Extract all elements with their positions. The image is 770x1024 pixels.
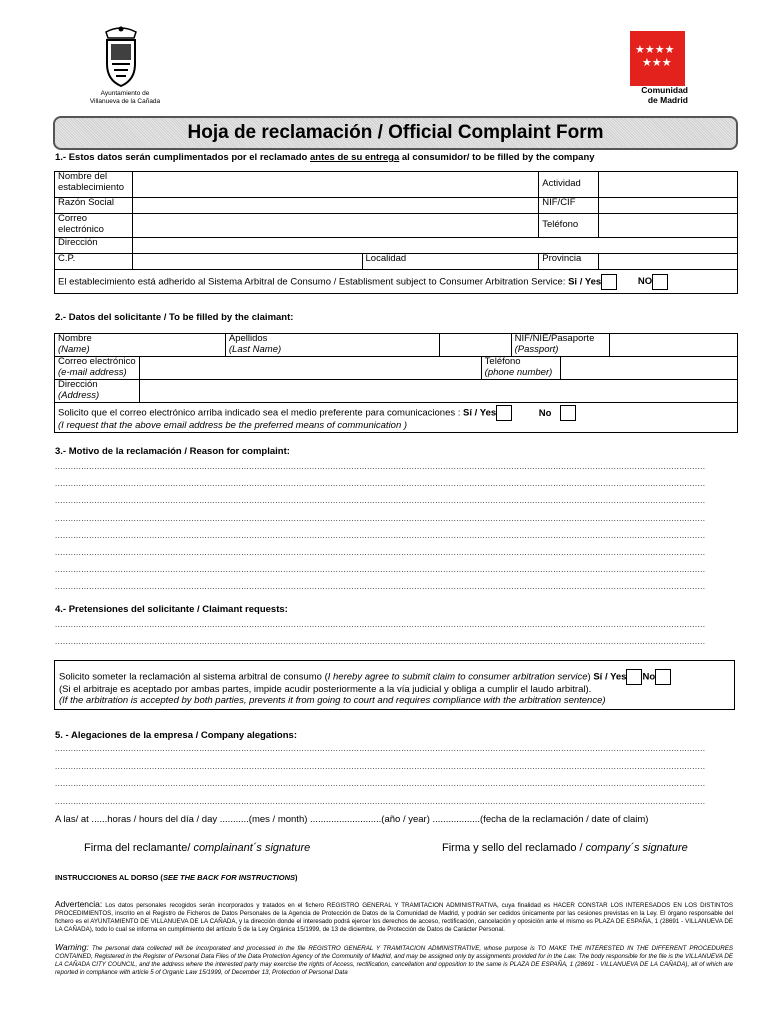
company-name-field[interactable]: [132, 172, 538, 198]
arbitration-text: El establecimiento está adherido al Sistema Arbitral de Consumo / Establisment subject to Consumer Arbitration Service:: [58, 276, 566, 288]
dotted-line[interactable]: ........................................................................................................................................................................................................................................................: [55, 530, 706, 540]
arbitration-no-checkbox[interactable]: [652, 274, 668, 290]
preference-text: Solicito que el correo electrónico arriba indicado sea el medio preferente para comunicaciones :: [58, 407, 461, 419]
data-protection-notice-en: Warning: The personal data collected will be incorporated and processed in the file REGISTRO GENERAL Y TRAMITACION ADMINISTRATIVE, whose purpose is TO MAKE THE INTERESTED IN THE DIFFERENT PROCEDURES CONTAINED, Registered in the Register of Personal Data Files of the Data Protection Agency of the Community of Madrid, and may be assigned only by assignments provided for in the Law. The body responsible for the file is the VILLANUEVA DE LA CAÑADA CITY COUNCIL, and the address where the interested party may exercise the rights of Access, rectification, cancellation and opposition to the same is PLAZA DE ESPAÑA, 1 (28691 - VILLANUEVA DE LA CAÑADA), all of which are reported in compliance with article 5 of Organic Law 15/1999, of December 13, Protection of Personal Data: [55, 942, 733, 976]
consent-note-es: (Si el arbitraje es aceptado por ambas partes, impide acudir posteriormente a la vía judicial y obliga a cumplir el laudo arbitral).: [59, 684, 592, 695]
company-phone-label: Teléfono: [539, 214, 599, 238]
dotted-line[interactable]: ........................................................................................................................................................................................................................................................: [55, 479, 706, 489]
section5-heading: 5. - Alegaciones de la empresa / Company alegations:: [55, 730, 297, 741]
claimant-lastname-field[interactable]: [440, 334, 511, 357]
claimant-requests-lines[interactable]: [55, 620, 727, 654]
tax-id-field[interactable]: [599, 198, 738, 214]
preference-yes-label: Sí / Yes: [463, 407, 497, 419]
consent-no-checkbox[interactable]: [655, 669, 671, 685]
dotted-line[interactable]: ........................................................................................................................................................................................................................................................: [55, 796, 706, 806]
tax-id-label: NIF/CIF: [539, 198, 599, 214]
dotted-line[interactable]: ........................................................................................................................................................................................................................................................: [55, 496, 706, 506]
arbitration-yes-checkbox[interactable]: [601, 274, 617, 290]
claimant-signature-label: Firma del reclamante/ complainant´s signature: [84, 842, 311, 854]
svg-text:★★★★: ★★★★: [635, 43, 675, 56]
date-line[interactable]: A las/ at ......horas / hours del día / day ...........(mes / month) ...........................(año / year) ..................(fecha de la reclamación / date of claim): [55, 814, 649, 825]
preference-yes-checkbox[interactable]: [496, 405, 512, 421]
activity-field[interactable]: [599, 172, 738, 198]
province-field[interactable]: [599, 254, 738, 270]
dotted-line[interactable]: ........................................................................................................................................................................................................................................................: [55, 761, 706, 771]
arbitration-row: [55, 270, 738, 294]
complaint-reason-lines[interactable]: [55, 462, 727, 600]
page-title: Hoja de reclamación / Official Complaint Form: [53, 116, 738, 150]
claimant-id-field[interactable]: [610, 334, 738, 357]
claimant-data-table: [54, 333, 738, 433]
madrid-region-logo: [630, 31, 685, 86]
business-name-label: Razón Social: [55, 198, 133, 214]
region-name: Comunidad de Madrid: [641, 85, 688, 105]
dotted-line[interactable]: ........................................................................................................................................................................................................................................................: [55, 513, 706, 523]
claimant-address-field[interactable]: [139, 380, 737, 403]
dotted-line[interactable]: ........................................................................................................................................................................................................................................................: [55, 744, 706, 753]
postal-code-label: C.P.: [55, 254, 133, 270]
dotted-line[interactable]: ........................................................................................................................................................................................................................................................: [55, 620, 706, 629]
arbitration-consent-box: [54, 660, 735, 710]
preference-no-label: No: [538, 407, 552, 419]
province-label: Provincia: [539, 254, 599, 270]
company-allegations-lines[interactable]: [55, 744, 727, 814]
dotted-line[interactable]: ........................................................................................................................................................................................................................................................: [55, 565, 706, 575]
section3-heading: 3.- Motivo de la reclamación / Reason for complaint:: [55, 446, 290, 457]
company-name-label: Nombre del establecimiento: [55, 172, 133, 198]
claimant-address-label: Dirección (Address): [55, 380, 140, 403]
town-name: Ayuntamiento de Villanueva de la Cañada: [89, 90, 161, 105]
claimant-phone-field[interactable]: [560, 357, 737, 380]
company-data-table: [54, 171, 738, 294]
company-email-field[interactable]: [132, 214, 538, 238]
claimant-email-label: Correo electrónico (e-mail address): [55, 357, 140, 380]
claimant-email-field[interactable]: [139, 357, 481, 380]
claimant-phone-label: Teléfono (phone number): [481, 357, 560, 380]
consent-yes-label: Sí / Yes: [593, 671, 627, 683]
dotted-line[interactable]: ........................................................................................................................................................................................................................................................: [55, 462, 706, 471]
arbitration-yes-label: Si / Yes: [568, 276, 602, 288]
section1-heading: 1.- Estos datos serán cumplimentados por el reclamado antes de su entrega al consumidor/ to be filled by the company: [55, 152, 595, 163]
town-coat-of-arms-logo: [98, 24, 144, 90]
business-name-field[interactable]: [132, 198, 538, 214]
postal-code-field[interactable]: [132, 254, 362, 270]
section4-heading: 4.- Pretensiones del solicitante / Claimant requests:: [55, 604, 288, 615]
company-address-field[interactable]: [132, 238, 737, 254]
dotted-line[interactable]: ........................................................................................................................................................................................................................................................: [55, 547, 706, 557]
claimant-id-label: NIF/NIE/Pasaporte (Passport): [511, 334, 610, 357]
preference-row: [55, 403, 738, 433]
section2-heading: 2.- Datos del solicitante / To be filled by the claimant:: [55, 312, 294, 323]
svg-text:★★★: ★★★: [642, 56, 672, 69]
preference-text-en: (I request that the above email address be the preferred means of communication ): [58, 420, 408, 431]
activity-label: Actividad: [539, 172, 599, 198]
company-address-label: Dirección: [55, 238, 133, 254]
arbitration-no-label: NO: [637, 276, 653, 288]
consent-text: Solicito someter la reclamación al sistema arbitral de consumo (I hereby agree to submit claim to consumer arbitration service): [59, 671, 591, 683]
company-phone-field[interactable]: [599, 214, 738, 238]
claimant-lastname-label: Apellidos (Last Name): [225, 334, 440, 357]
preference-no-checkbox[interactable]: [560, 405, 576, 421]
consent-no-label: No: [642, 671, 656, 683]
claimant-name-label: Nombre (Name): [55, 334, 226, 357]
consent-note-en: (If the arbitration is accepted by both parties, prevents it from going to court and requires compliance with the arbitration sentence): [59, 694, 606, 706]
instructions-note: INSTRUCCIONES AL DORSO (SEE THE BACK FOR INSTRUCTIONS): [55, 873, 298, 882]
dotted-line[interactable]: ........................................................................................................................................................................................................................................................: [55, 582, 706, 592]
data-protection-notice-es: Advertencia: Los datos personales recogidos serán incorporados y tratados en el fichero REGISTRO GENERAL Y TRAMITACION ADMINISTRATIVA, cuya finalidad es HACER CONSTAR LOS INTERESADOS EN LOS DISTINTOS PROCEDIMIENTOS, inscrito en el Registro de Ficheros de Datos Personales de la Agencia de Protección de Datos de la Comunidad de Madrid, y podrán ser cedidos únicamente por las cesiones previstas en la Ley. El órgano responsable del fichero es el AYUNTAMIENTO DE VILLANUEVA DE LA CAÑADA, y la dirección donde el interesado podrá ejercer los derechos de acceso, rectificación, cancelación y oposición ante el mismo es PLAZA DE ESPAÑA, 1 (28691 - VILLANUEVA DE LA CAÑADA), todo lo cual se informa en cumplimiento del artículo 5 de la Ley Orgánica 15/1999, de 13 de diciembre, de Protección de Datos de Carácter Personal.: [55, 899, 733, 933]
company-signature-label: Firma y sello del reclamado / company´s signature: [442, 842, 688, 854]
company-email-label: Correo electrónico: [55, 214, 133, 238]
consent-yes-checkbox[interactable]: [626, 669, 642, 685]
dotted-line[interactable]: ........................................................................................................................................................................................................................................................: [55, 637, 706, 646]
town-label: Localidad: [362, 254, 539, 270]
dotted-line[interactable]: ........................................................................................................................................................................................................................................................: [55, 779, 706, 788]
